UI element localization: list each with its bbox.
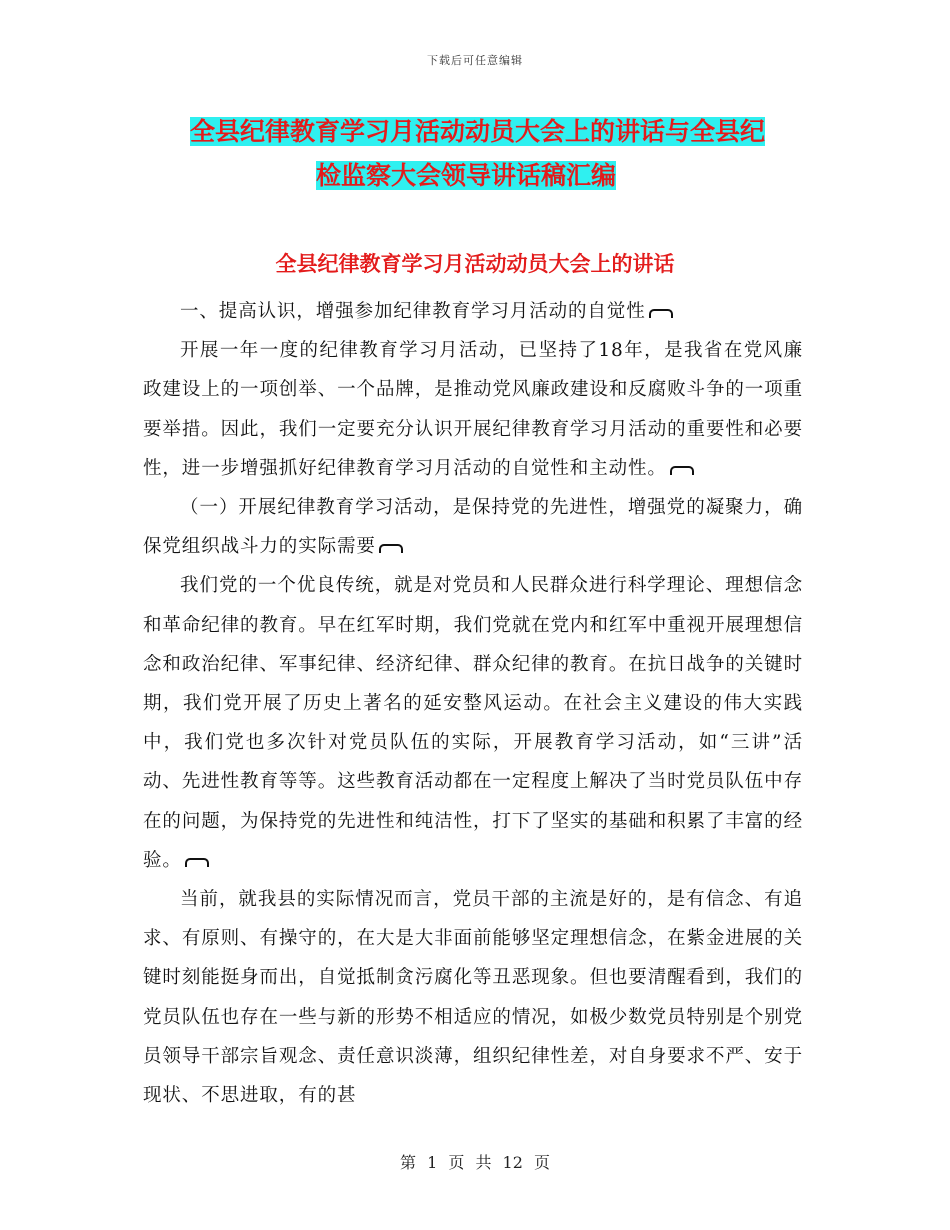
paragraph-mark-icon [649,309,673,318]
page-footer: 第 1 页 共 12 页 [400,1153,550,1172]
paragraph-mark-icon [185,858,209,867]
section-title: 全县纪律教育学习月活动动员大会上的讲话 [275,252,675,276]
document-title-line-2: 检监察大会领导讲话稿汇编 [316,161,617,190]
document-title [190,110,810,198]
paragraph-subheading-1: （一）开展纪律教育学习活动，是保持党的先进性，增强党的凝聚力，确保党组织战斗力的实际需要 [143,497,803,558]
document-title-line-1: 全县纪律教育学习月活动动员大会上的讲话与全县纪 [190,117,766,146]
paragraph-mark-icon [670,466,694,475]
paragraph: 当前，就我县的实际情况而言，党员干部的主流是好的，是有信念、有追求、有原则、有操守的，在大是大非面前能够坚定理想信念，在紫金进展的关键时刻能挺身而出，自觉抵制贪污腐化等丑恶现象。但也要清醒看到，我们的党员队伍也存在一些与新的形势不相适应的情况，如极少数党员特别是个别党员领导干部宗旨观念、责任意识淡薄，组织纪律性差，对自身要求不严、安于现状、不思进取，有的甚 [143,889,803,1107]
paragraph: 我们党的一个优良传统，就是对党员和人民群众进行科学理论、理想信念和革命纪律的教育。早在红军时期，我们党就在党内和红军中重视开展理想信念和政治纪律、军事纪律、经济纪律、群众纪律的教育。在抗日战争的关键时期，我们党开展了历史上著名的延安整风运动。在社会主义建设的伟大实践中，我们党也多次针对党员队伍的实际，开展教育学习活动，如“三讲”活动、先进性教育等等。这些教育活动都在一定程度上解决了当时党员队伍中存在的问题，为保持党的先进性和纯洁性，打下了坚实的基础和积累了丰富的经验。 [143,575,803,871]
header-note: 下载后可任意编辑 [427,54,523,67]
paragraph-mark-icon [379,544,403,553]
paragraph-heading-1: 一、提高认识，增强参加纪律教育学习月活动的自觉性 [143,292,803,331]
document-body [143,292,803,1115]
paragraph: 开展一年一度的纪律教育学习月活动，已坚持了18年，是我省在党风廉政建设上的一项创举、一个品牌，是推动党风廉政建设和反腐败斗争的一项重要举措。因此，我们一定要充分认识开展纪律教育学习月活动的重要性和必要性，进一步增强抓好纪律教育学习月活动的自觉性和主动性。 [143,340,803,479]
